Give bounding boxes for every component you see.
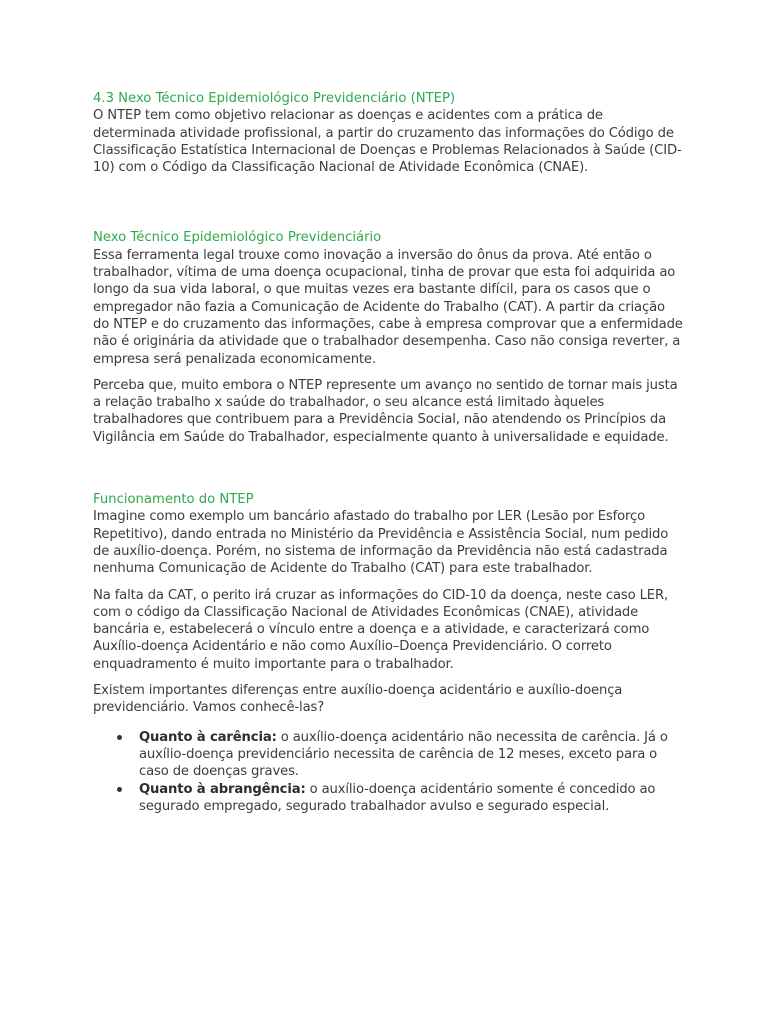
section-heading: Funcionamento do NTEP <box>93 492 254 508</box>
list-item <box>139 729 683 781</box>
bullet-icon <box>117 735 122 740</box>
section-heading: 4.3 Nexo Técnico Epidemiológico Previdenciário (NTEP) <box>93 91 456 106</box>
paragraph: O NTEP tem como objetivo relacionar as doenças e acidentes com a prática de determinada atividade profissional, a partir do cruzamento das informações do Código de Classificação Estatística Internacional de Doenças e Problemas Relacionados à Saúde (CID-10) com o Código da Classificação Nacional de Atividade Econômica (CNAE). <box>93 108 682 176</box>
bullet-icon <box>117 787 122 792</box>
section-ntep-intro <box>93 90 683 176</box>
list-item-label: Quanto à carência: <box>139 729 277 745</box>
list-item <box>139 781 683 816</box>
section-spacer <box>93 176 683 229</box>
section-heading: Nexo Técnico Epidemiológico Previdenciário <box>93 230 382 246</box>
paragraph: Existem importantes diferenças entre auxílio-doença acidentário e auxílio-doença previdenciário. Vamos conhecê-las? <box>93 683 623 716</box>
paragraph: Na falta da CAT, o perito irá cruzar as informações do CID-10 da doença, neste caso LER, com o código da Classificação Nacional de Atividades Econômicas (CNAE), atividade bancária e, estabelecerá o vínculo entre a doença e a atividade, e caracterizará como Auxílio-doença Acidentário e não como Auxílio–Doença Previdenciário. O correto enquadramento é muito importante para o trabalhador. <box>93 587 669 672</box>
bullet-list <box>93 729 683 815</box>
section-spacer <box>93 446 683 491</box>
list-item-label: Quanto à abrangência: <box>139 781 306 797</box>
paragraph: Imagine como exemplo um bancário afastado do trabalho por LER (Lesão por Esforço Repetitivo), dando entrada no Ministério da Previdência e Assistência Social, num pedido de auxílio-doença. Porém, no sistema de informação da Previdência não está cadastrada nenhuma Comunicação de Acidente do Trabalho (CAT) para este trabalhador. <box>93 509 669 577</box>
list-item-text: o auxílio-doença acidentário não necessita de carência. Já o auxílio-doença previdenciário necessita de carência de 12 meses, exceto para o caso de doenças graves. <box>139 729 668 780</box>
paragraph: Essa ferramenta legal trouxe como inovação a inversão do ônus da prova. Até então o trabalhador, vítima de uma doença ocupacional, tinha de provar que esta foi adquirida ao longo da sua vida laboral, o que muitas vezes era bastante difícil, para os casos que o empregador não fazia a Comunicação de Acidente do Trabalho (CAT). A partir da criação do NTEP e do cruzamento das informações, cabe à empresa comprovar que a enfermidade não é originária da atividade que o trabalhador desempenha. Caso não consiga reverter, a empresa será penalizada economicamente. <box>93 247 683 367</box>
document-page <box>93 90 683 815</box>
section-nexo-tecnico <box>93 229 683 446</box>
list-item-text: o auxílio-doença acidentário somente é concedido ao segurado empregado, segurado trabalhador avulso e segurado especial. <box>139 781 656 814</box>
section-funcionamento <box>93 491 683 815</box>
paragraph: Perceba que, muito embora o NTEP represente um avanço no sentido de tornar mais justa a relação trabalho x saúde do trabalhador, o seu alcance está limitado àqueles trabalhadores que contribuem para a Previdência Social, não atendendo os Princípios da Vigilância em Saúde do Trabalhador, especialmente quanto à universalidade e equidade. <box>93 377 678 445</box>
